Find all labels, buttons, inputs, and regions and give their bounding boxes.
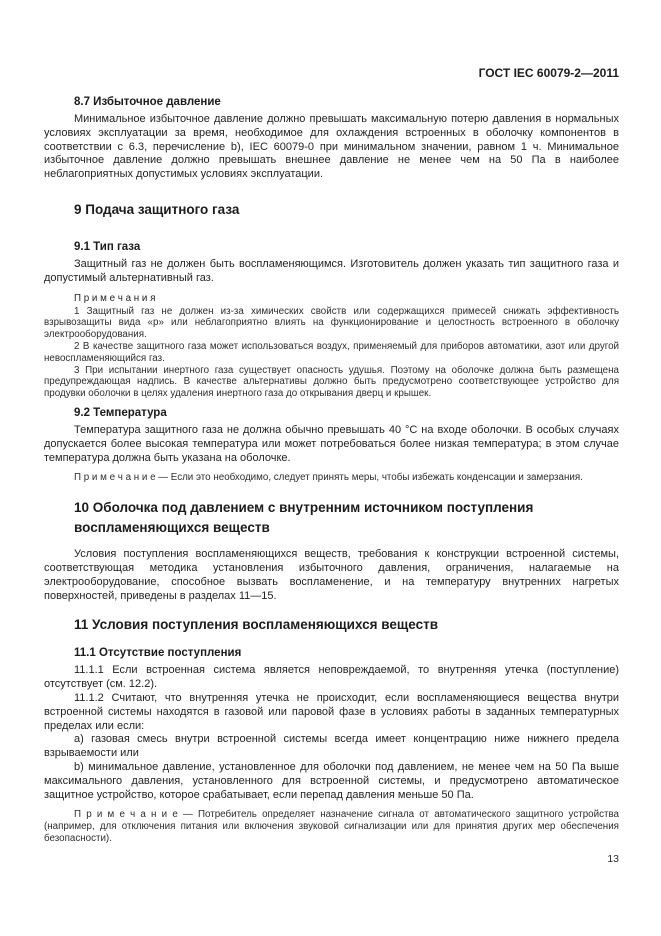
note-2: 2 В качестве защитного газа может использоваться воздух, применяемый для приборов автоматики, азот или другой невоспламеняющийся газ.: [44, 340, 619, 364]
note-11-1: П р и м е ч а н и е — Потребитель определяет назначение сигнала от автоматического защитного устройства (например, для отключения питания или включения звуковой сигнализации или для принятия других мер обеспечения безопасности).: [44, 809, 619, 844]
notes-label: П р и м е ч а н и я: [74, 292, 156, 304]
heading-11-1: 11.1 Отсутствие поступления: [74, 647, 242, 660]
paragraph-11-1-1: 11.1.1 Если встроенная система является неповреждаемой, то внутренняя утечка (поступление) отсутствует (см. 12.2).: [44, 664, 619, 691]
paragraph-9-2: Температура защитного газа не должна обычно превышать 40 °С на входе оболочки. В особых случаях допускается более высокая температура или может потребоваться более низкая температура; в этом случае температура должна быть указана на оболочке.: [44, 423, 619, 464]
heading-10: 10 Оболочка под давлением с внутренним источником поступления воспламеняющихся веществ: [74, 500, 534, 536]
paragraph-8-7: Минимальное избыточное давление должно превышать максимальную потерю давления в нормальных условиях эксплуатации за время, необходимое для охлаждения встроенных в оболочку компонентов в соответствии с 6.3, перечисление b), IEC 60079-0 при минимальном значении, равном 1 ч. Минимальное избыточное давление должно превышать внешнее давление не менее чем на 50 Па в наиболее неблагоприятных допустимых условиях эксплуатации.: [44, 113, 619, 181]
heading-11: 11 Условия поступления воспламеняющихся веществ: [74, 617, 439, 633]
note-9-2: П р и м е ч а н и е — Если это необходимо, следует принять меры, чтобы избежать конденсации и замерзания.: [74, 472, 583, 484]
note-3: 3 При испытании инертного газа существует опасность удушья. Поэтому на оболочке должна быть размещена предупреждающая надпись. В качестве альтернативы должно быть предусмотрено соответствующее устройство для продувки оболочки в целях удаления инертного газа до открывания дверц и крышек.: [44, 364, 619, 400]
heading-9-2: 9.2 Температура: [74, 406, 167, 419]
heading-8-7: 8.7 Избыточное давление: [74, 96, 221, 108]
paragraph-9-1: Защитный газ не должен быть воспламеняющимся. Изготовитель должен указать тип защитного газа и допустимый альтернативный газ.: [44, 257, 619, 284]
note-1: 1 Защитный газ не должен из-за химических свойств или содержащихся примесей снижать эффективность взрывозащиты вида «р» или неблагоприятно влиять на функционирование и целостность встроенного в оболочку электрооборудования.: [44, 305, 619, 341]
list-item-a: a) газовая смесь внутри встроенной системы всегда имеет концентрацию ниже нижнего предела взрываемости или: [44, 733, 619, 760]
doc-code-header: ГОСТ IEC 60079-2—2011: [478, 66, 619, 80]
heading-9: 9 Подача защитного газа: [74, 201, 240, 217]
page-number: 13: [607, 852, 619, 865]
paragraph-10: Условия поступления воспламеняющихся веществ, требования к конструкции встроенной системы, соответствующая методика установления избыточного давления, ограничения, налагаемые на электрооборудование, способное вызвать воспламенение, и на температуру внутренних нагретых поверхностей, приведены в разделах 11—15.: [44, 548, 619, 602]
list-item-b: b) минимальное давление, установленное для оболочки под давлением, не менее чем на 50 Па выше максимального давления, установленного для встроенной системы, и предусмотрено автоматическое защитное устройство, которое срабатывает, если перепад давления меньше 50 Па.: [44, 760, 619, 801]
paragraph-11-1-2: 11.1.2 Считают, что внутренняя утечка не происходит, если воспламеняющиеся вещества внутри встроенной системы находятся в газовой или паровой фазе в условиях работы в заданных температурных пределах или если:: [44, 691, 619, 732]
heading-9-1: 9.1 Тип газа: [74, 240, 141, 253]
